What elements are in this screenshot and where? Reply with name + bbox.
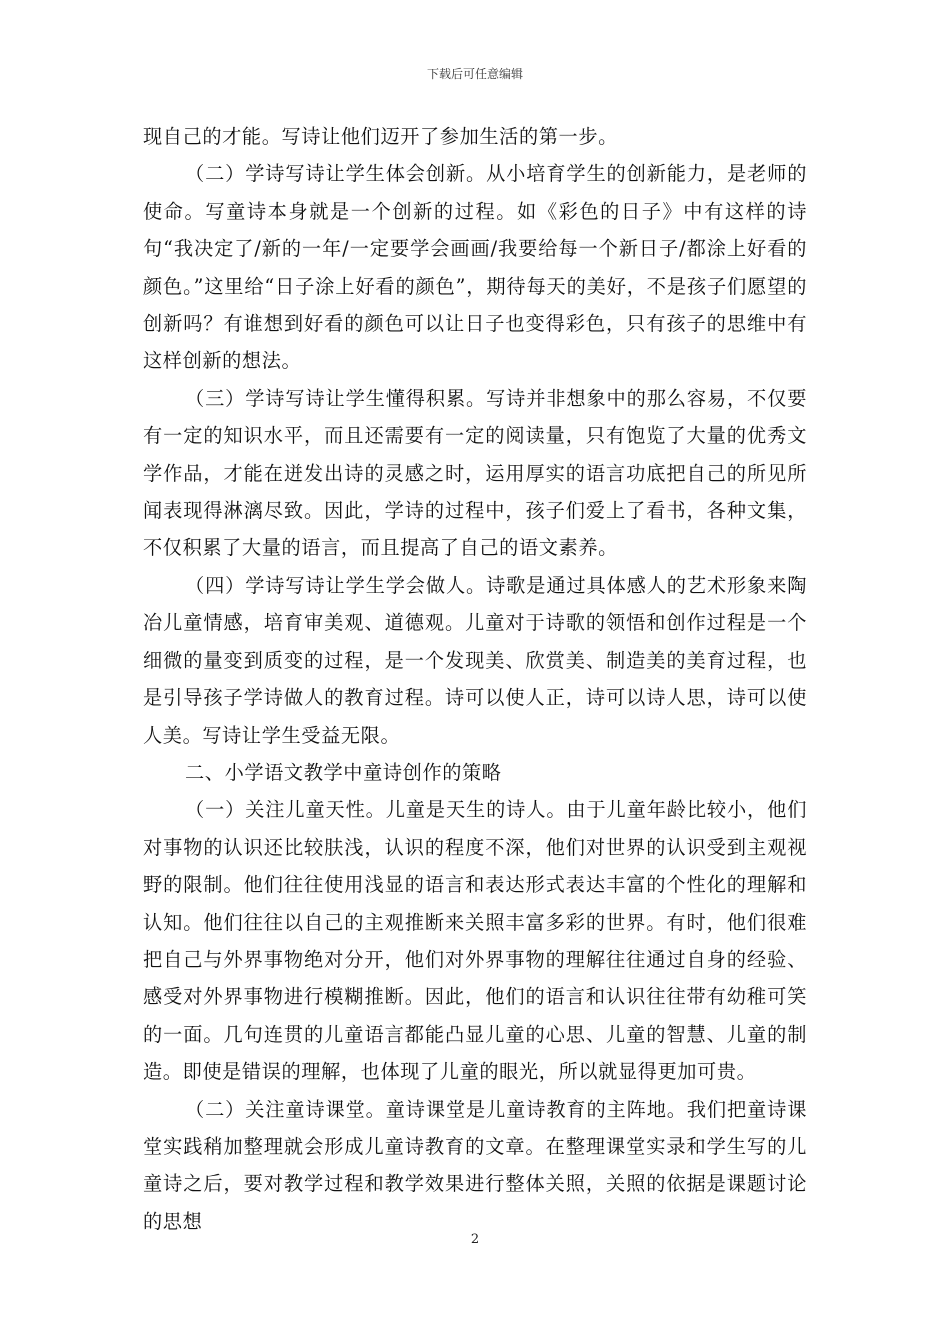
paragraph-continuation: 现自己的才能。写诗让他们迈开了参加生活的第一步。 xyxy=(143,125,618,148)
page-number: 2 xyxy=(470,1232,480,1247)
paragraph-innovation: （二）学诗写诗让学生体会创新。从小培育学生的创新能力，是老师的使命。写童诗本身就是一个创新的过程。如《彩色的日子》中有这样的诗句“我决定了/新的一年/一定要学会画画/我要给每一个新日子/都涂上好看的颜色。”这里给“日子涂上好看的颜色”，期待每天的美好，不是孩子们愿望的创新吗？有谁想到好看的颜色可以让日子也变得彩色，只有孩子的思维中有这样创新的想法。 xyxy=(143,162,807,373)
document-body xyxy=(143,118,807,1240)
paragraph-accumulation: （三）学诗写诗让学生懂得积累。写诗并非想象中的那么容易，不仅要有一定的知识水平，而且还需要有一定的阅读量，只有饱览了大量的优秀文学作品，才能在迸发出诗的灵感之时，运用厚实的语言功底把自己的所见所闻表现得淋漓尽致。因此，学诗的过程中，孩子们爱上了看书，各种文集，不仅积累了大量的语言，而且提高了自己的语文素养。 xyxy=(143,386,807,560)
page-header: 下载后可任意编辑 xyxy=(426,67,523,81)
paragraph-character: （四）学诗写诗让学生学会做人。诗歌是通过具体感人的艺术形象来陶冶儿童情感，培育审美观、道德观。儿童对于诗歌的领悟和创作过程是一个细微的量变到质变的过程，是一个发现美、欣赏美、制造美的美育过程，也是引导孩子学诗做人的教育过程。诗可以使人正，诗可以诗人思，诗可以使人美。写诗让学生受益无限。 xyxy=(143,573,807,747)
paragraph-child-nature: （一）关注儿童天性。儿童是天生的诗人。由于儿童年龄比较小，他们对事物的认识还比较肤浅，认识的程度不深，他们对世界的认识受到主观视野的限制。他们往往使用浅显的语言和表达形式表达丰富的个性化的理解和认知。他们往往以自己的主观推断来关照丰富多彩的世界。有时，他们很难把自己与外界事物绝对分开，他们对外界事物的理解往往通过自身的经验、感受对外界事物进行模糊推断。因此，他们的语言和认识往往带有幼稚可笑的一面。几句连贯的儿童语言都能凸显儿童的心思、儿童的智慧、儿童的制造。即使是错误的理解，也体现了儿童的眼光，所以就显得更加可贵。 xyxy=(143,798,807,1084)
section-heading: 二、小学语文教学中童诗创作的策略 xyxy=(185,760,502,784)
paragraph-classroom: （二）关注童诗课堂。童诗课堂是儿童诗教育的主阵地。我们把童诗课堂实践稍加整理就会形成儿童诗教育的文章。在整理课堂实录和学生写的儿童诗之后，要对教学过程和教学效果进行整体关照，关照的依据是课题讨论的思想 xyxy=(143,1097,807,1233)
